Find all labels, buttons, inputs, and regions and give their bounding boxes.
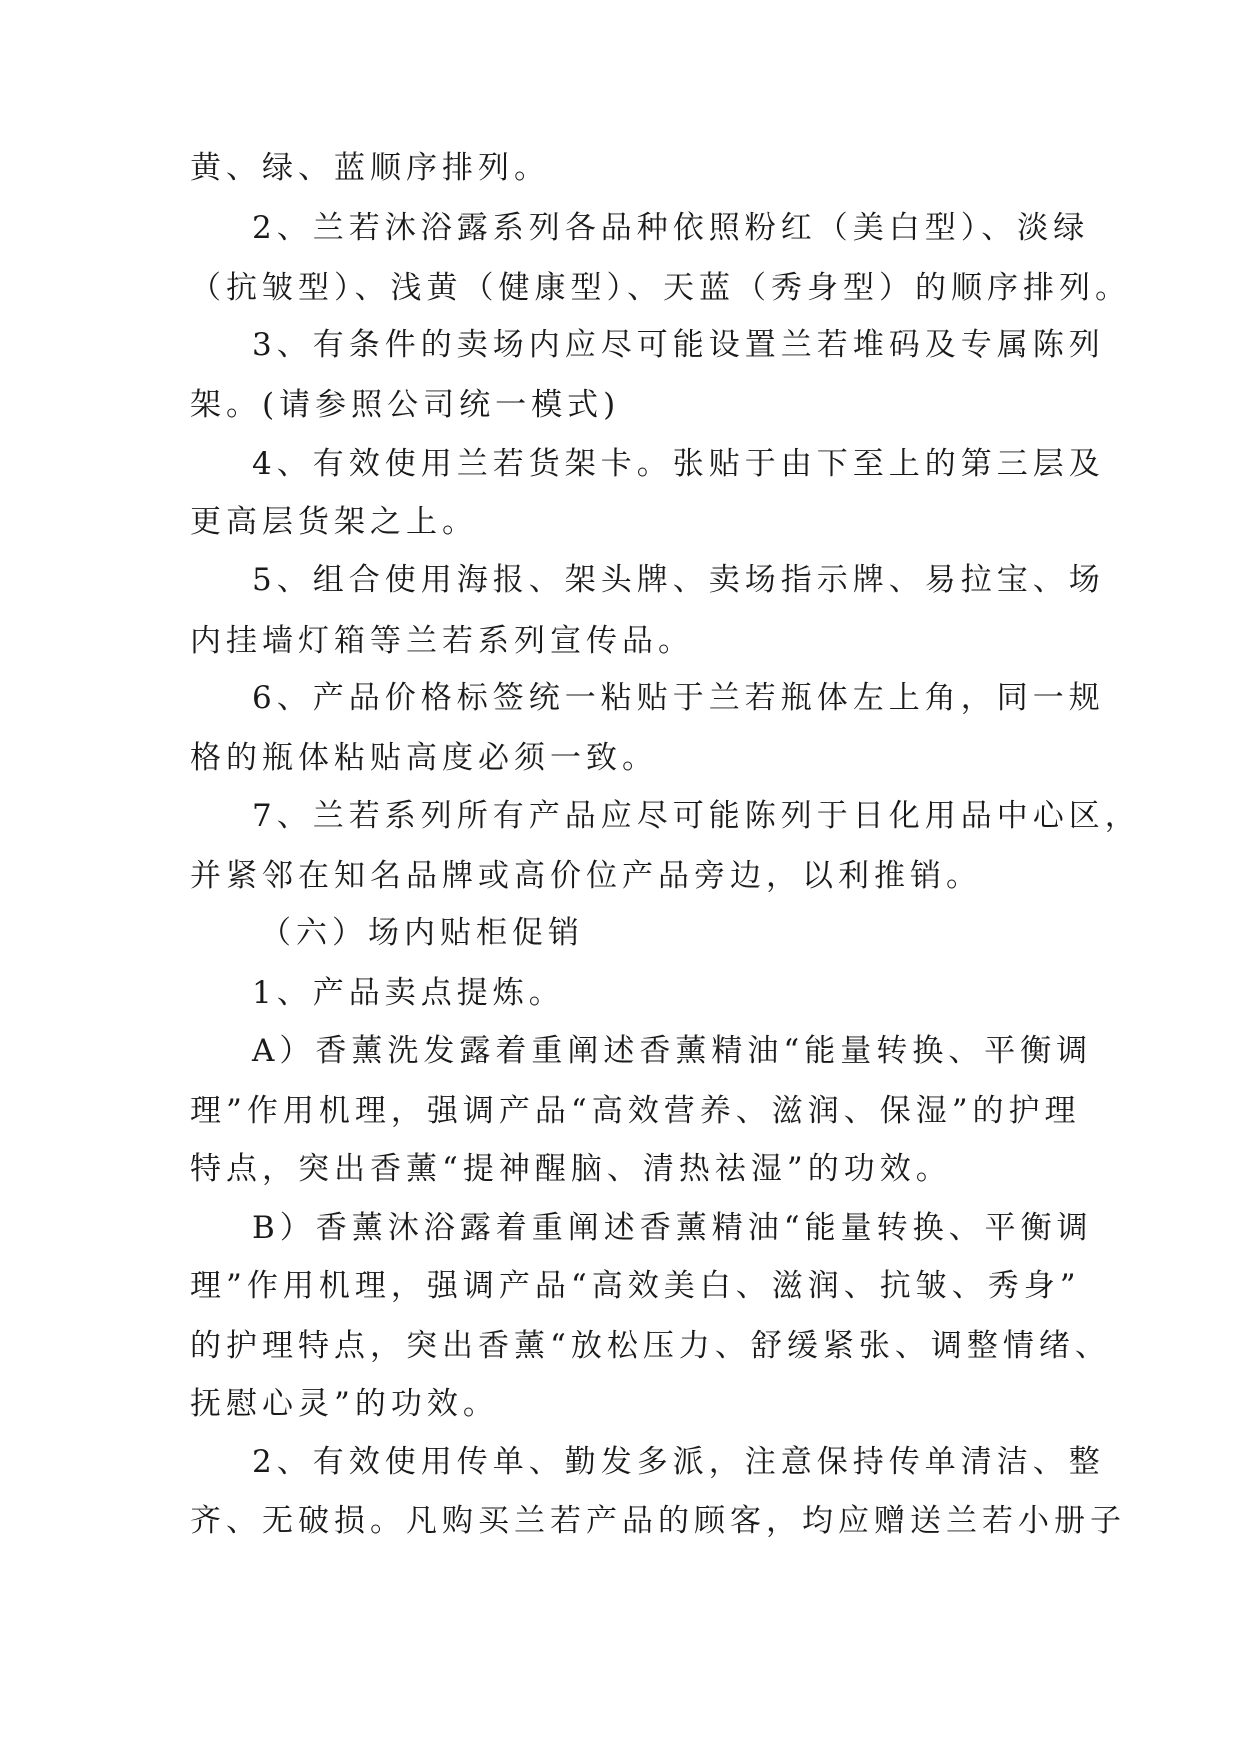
text-line: 1、产品卖点提炼。 <box>252 975 565 1011</box>
text-line: 内挂墙灯箱等兰若系列宣传品。 <box>190 623 694 659</box>
text-line: 并紧邻在知名品牌或高价位产品旁边，以利推销。 <box>190 858 982 894</box>
text-line: 特点，突出香薰“提神醒脑、清热祛湿”的功效。 <box>190 1151 952 1187</box>
text-line: 架。(请参照公司统一模式) <box>190 387 621 423</box>
text-line: 抚慰心灵”的功效。 <box>190 1386 499 1422</box>
text-line: 4、有效使用兰若货架卡。张贴于由下至上的第三层及 <box>252 446 1105 482</box>
text-line: 的护理特点，突出香薰“放松压力、舒缓紧张、调整情绪、 <box>190 1328 1111 1364</box>
text-line: 齐、无破损。凡购买兰若产品的顾客，均应赠送兰若小册子 <box>190 1503 1126 1539</box>
text-line: 3、有条件的卖场内应尽可能设置兰若堆码及专属陈列 <box>252 327 1105 363</box>
text-line: （抗皱型）、浅黄（健康型）、天蓝（秀身型）的顺序排列。 <box>190 270 1131 306</box>
text-line: 6、产品价格标签统一粘贴于兰若瓶体左上角，同一规 <box>252 680 1105 716</box>
text-line: B）香薰沐浴露着重阐述香薰精油“能量转换、平衡调 <box>252 1210 1093 1246</box>
text-line: 理”作用机理，强调产品“高效美白、滋润、抗皱、秀身” <box>190 1268 1081 1304</box>
text-line: 7、兰若系列所有产品应尽可能陈列于日化用品中心区， <box>252 798 1141 834</box>
text-line: 5、组合使用海报、架头牌、卖场指示牌、易拉宝、场 <box>252 562 1105 598</box>
text-line: 2、兰若沐浴露系列各品种依照粉红（美白型）、淡绿 <box>252 210 1090 246</box>
text-line: 黄、绿、蓝顺序排列。 <box>190 150 550 186</box>
text-line: 理”作用机理，强调产品“高效营养、滋润、保湿”的护理 <box>190 1093 1081 1129</box>
text-line: 2、有效使用传单、勤发多派，注意保持传单清洁、整 <box>252 1444 1105 1480</box>
text-line: 格的瓶体粘贴高度必须一致。 <box>190 740 658 776</box>
section-heading: （六）场内贴柜促销 <box>260 915 584 951</box>
text-line: A）香薰洗发露着重阐述香薰精油“能量转换、平衡调 <box>252 1033 1093 1069</box>
text-line: 更高层货架之上。 <box>190 504 478 540</box>
